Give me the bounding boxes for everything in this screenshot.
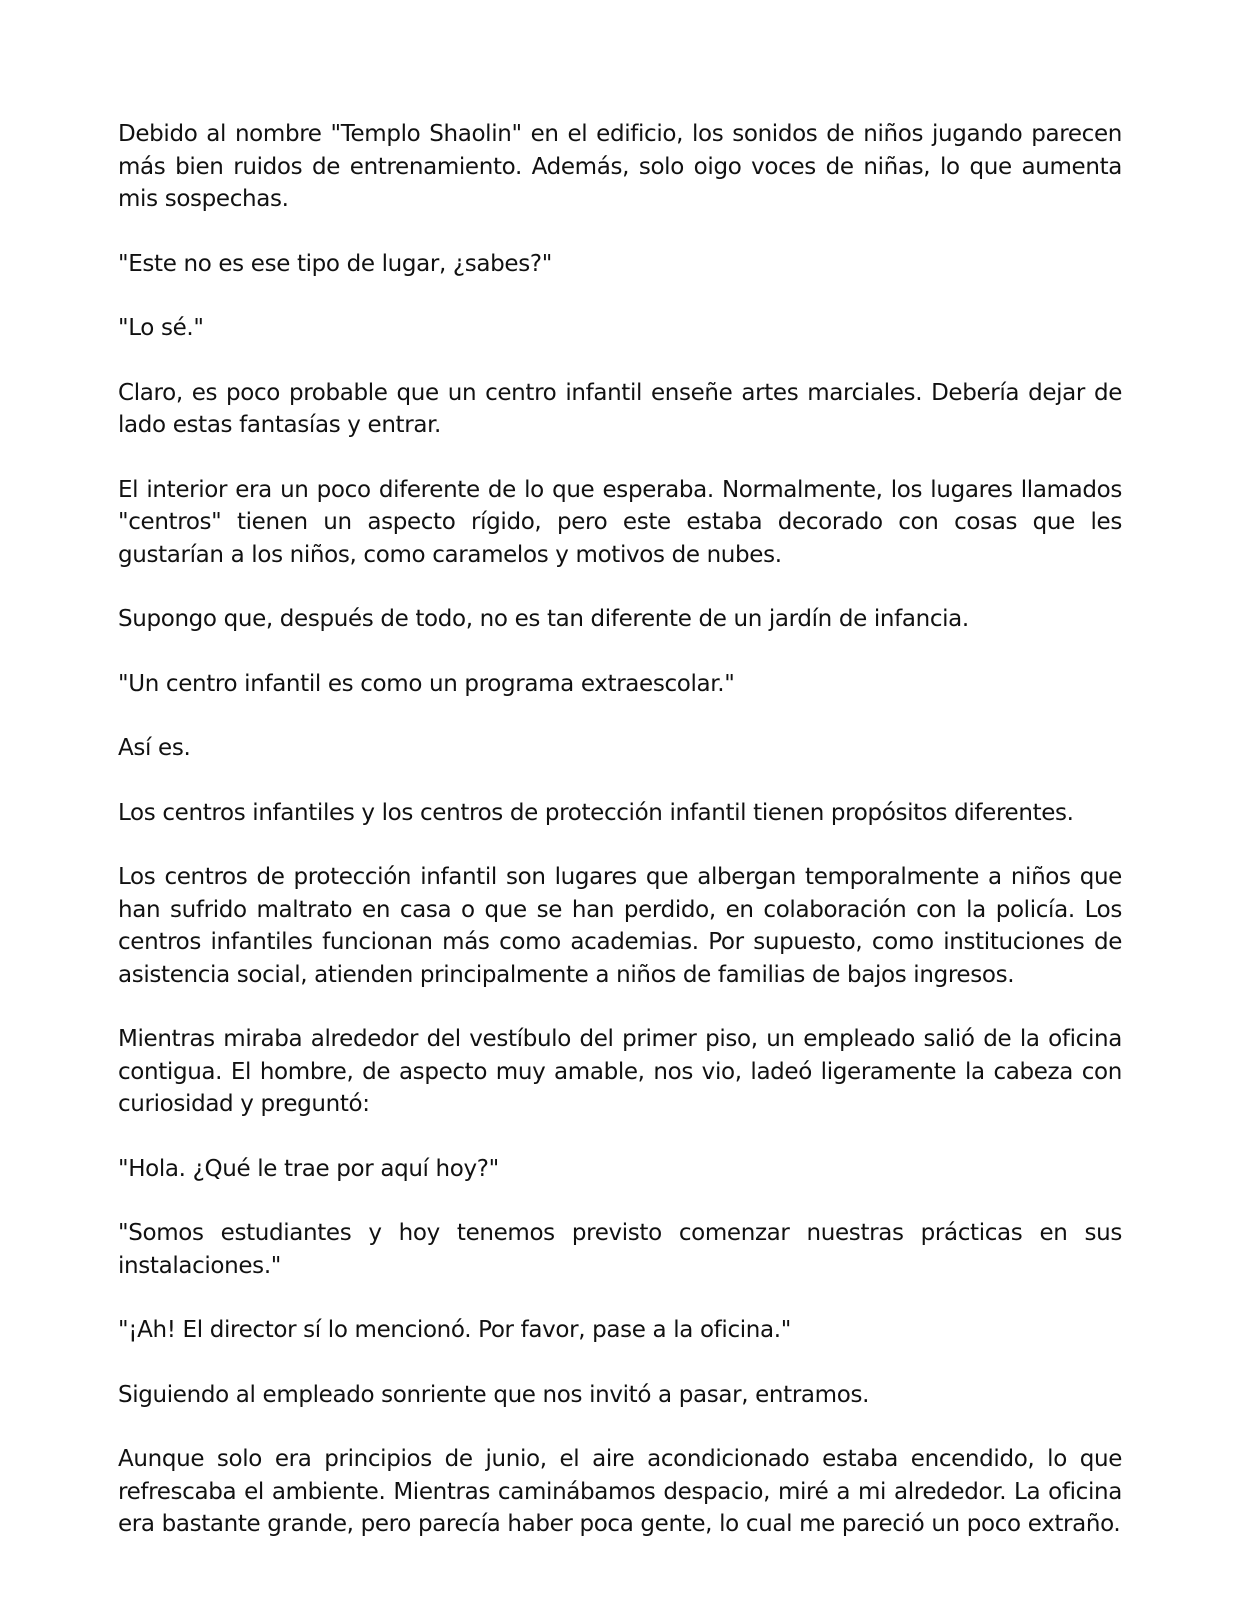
paragraph: Supongo que, después de todo, no es tan diferente de un jardín de infancia. — [118, 606, 969, 632]
paragraph: Claro, es poco probable que un centro infantil enseñe artes marciales. Debería dejar de lado estas fantasías y entrar. — [118, 379, 1122, 438]
paragraph: Debido al nombre "Templo Shaolin" en el edificio, los sonidos de niños jugando parecen más bien ruidos de entrenamiento. Además, solo oigo voces de niñas, lo que aumenta mis sospechas. — [118, 121, 1122, 212]
paragraph: "Hola. ¿Qué le trae por aquí hoy?" — [118, 1155, 499, 1182]
paragraph: "Este no es ese tipo de lugar, ¿sabes?" — [118, 250, 552, 277]
paragraph: Los centros de protección infantil son lugares que albergan temporalmente a niños que han sufrido maltrato en casa o que se han perdido, en colaboración con la policía. Los centros infantiles funcionan más como academias. Por supuesto, como instituciones de asistencia social, atienden principalmente a niños de familias de bajos ingresos. — [118, 864, 1122, 988]
document-body — [118, 118, 1122, 1573]
paragraph: Los centros infantiles y los centros de protección infantil tienen propósitos diferentes. — [118, 799, 1074, 826]
paragraph: "Somos estudiantes y hoy tenemos previsto comenzar nuestras prácticas en sus instalaciones." — [118, 1220, 1122, 1279]
paragraph: Siguiendo al empleado sonriente que nos invitó a pasar, entramos. — [118, 1381, 870, 1408]
paragraph: "¡Ah! El director sí lo mencionó. Por favor, pase a la oficina." — [118, 1317, 791, 1343]
paragraph: Aunque solo era principios de junio, el aire acondicionado estaba encendido, lo que refrescaba el ambiente. Mientras caminábamos despacio, miré a mi alrededor. La oficina era bastante grande, pero parecía haber poca gente, lo cual me pareció un poco extraño. — [118, 1446, 1122, 1537]
paragraph: Así es. — [118, 735, 191, 761]
paragraph: El interior era un poco diferente de lo que esperaba. Normalmente, los lugares llamados "centros" tienen un aspecto rígido, pero este estaba decorado con cosas que les gustarían a los niños, como caramelos y motivos de nubes. — [118, 476, 1122, 568]
paragraph: Mientras miraba alrededor del vestíbulo del primer piso, un empleado salió de la oficina contigua. El hombre, de aspecto muy amable, nos vio, ladeó ligeramente la cabeza con curiosidad y preguntó: — [118, 1026, 1122, 1117]
paragraph: "Lo sé." — [118, 315, 204, 341]
paragraph: "Un centro infantil es como un programa extraescolar." — [118, 670, 735, 697]
